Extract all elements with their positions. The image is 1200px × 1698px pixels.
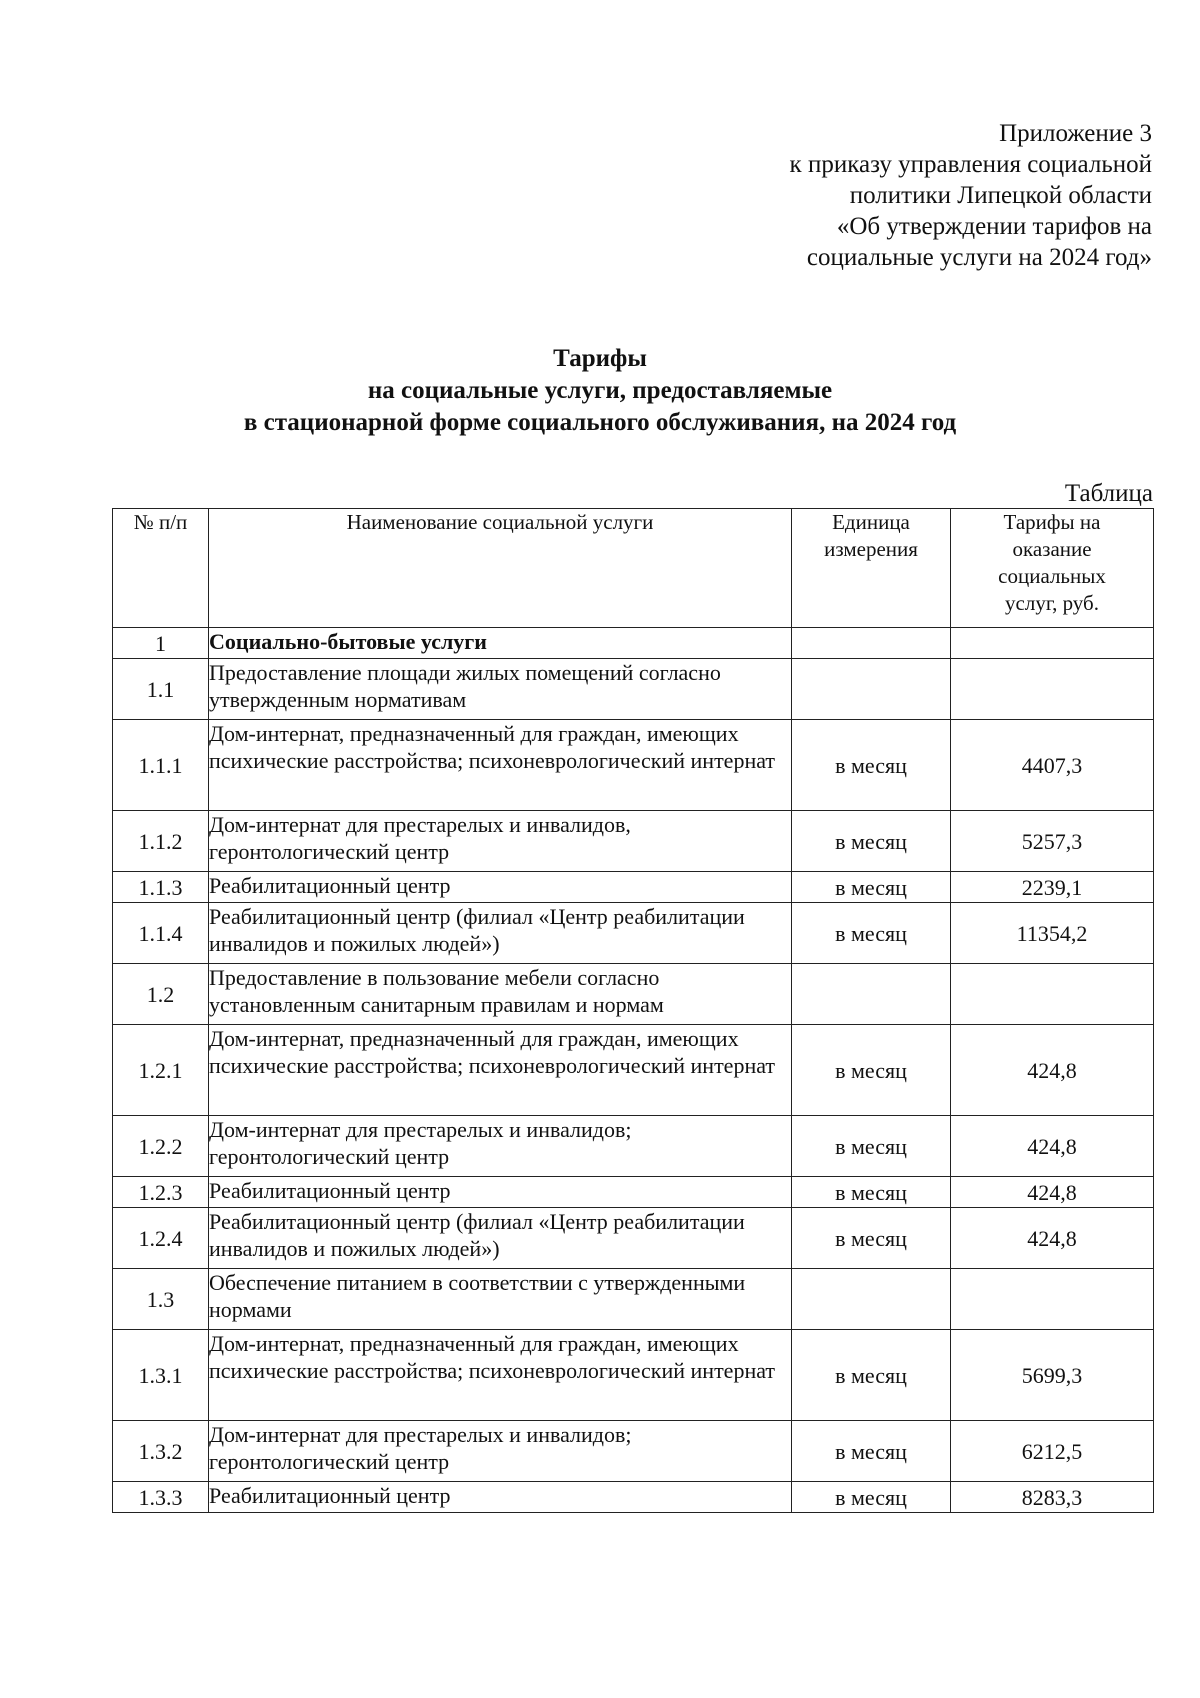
row-tariff: 4407,3 <box>951 720 1154 811</box>
table-row <box>113 1208 1154 1269</box>
row-tariff <box>951 964 1154 1025</box>
row-tariff: 424,8 <box>951 1116 1154 1177</box>
row-unit <box>792 1269 951 1330</box>
appendix-line: Приложение 3 <box>999 120 1152 147</box>
row-unit: в месяц <box>792 1116 951 1177</box>
tariffs-table <box>112 508 1154 1513</box>
appendix-line: «Об утверждении тарифов на <box>836 213 1152 240</box>
table-row <box>113 903 1154 964</box>
row-num: 1.2.2 <box>113 1116 209 1177</box>
row-num: 1.3.2 <box>113 1421 209 1482</box>
title-line: в стационарной форме социального обслуживания, на 2024 год <box>243 409 957 436</box>
row-name: Реабилитационный центр <box>209 1482 792 1513</box>
row-num: 1.2 <box>113 964 209 1025</box>
row-num: 1.1 <box>113 659 209 720</box>
document-title <box>0 343 1200 439</box>
table-row <box>113 628 1154 659</box>
table-row <box>113 1269 1154 1330</box>
row-tariff: 424,8 <box>951 1025 1154 1116</box>
row-num: 1.1.4 <box>113 903 209 964</box>
header-num: № п/п <box>113 509 209 628</box>
table-row <box>113 1482 1154 1513</box>
row-num: 1.1.3 <box>113 872 209 903</box>
row-tariff <box>951 1269 1154 1330</box>
row-unit: в месяц <box>792 872 951 903</box>
row-num: 1 <box>113 628 209 659</box>
row-num: 1.1.1 <box>113 720 209 811</box>
table-row <box>113 1421 1154 1482</box>
appendix-line: политики Липецкой области <box>849 182 1152 209</box>
table-row <box>113 1116 1154 1177</box>
row-tariff: 8283,3 <box>951 1482 1154 1513</box>
row-num: 1.2.3 <box>113 1177 209 1208</box>
row-name: Дом-интернат для престарелых и инвалидов; геронтологический центр <box>209 1116 792 1177</box>
table-row <box>113 1177 1154 1208</box>
row-name: Реабилитационный центр <box>209 1177 792 1208</box>
header-tariff: Тарифы на оказание социальных услуг, руб. <box>951 509 1154 628</box>
row-name: Дом-интернат для престарелых и инвалидов, геронтологический центр <box>209 811 792 872</box>
row-num: 1.3 <box>113 1269 209 1330</box>
row-name: Предоставление в пользование мебели согласно установленным санитарным правилам и нормам <box>209 964 792 1025</box>
row-num: 1.3.1 <box>113 1330 209 1421</box>
table-row <box>113 872 1154 903</box>
row-tariff <box>951 659 1154 720</box>
row-unit: в месяц <box>792 720 951 811</box>
header-name: Наименование социальной услуги <box>209 509 792 628</box>
table-caption: Таблица <box>1064 480 1153 507</box>
row-tariff: 2239,1 <box>951 872 1154 903</box>
row-name: Дом-интернат, предназначенный для граждан, имеющих психические расстройства; психоневрологический интернат <box>209 1025 792 1116</box>
table-row <box>113 811 1154 872</box>
row-unit: в месяц <box>792 1330 951 1421</box>
row-name: Предоставление площади жилых помещений согласно утвержденным нормативам <box>209 659 792 720</box>
row-name: Дом-интернат, предназначенный для граждан, имеющих психические расстройства; психоневрологический интернат <box>209 1330 792 1421</box>
row-name: Реабилитационный центр <box>209 872 792 903</box>
row-unit: в месяц <box>792 1025 951 1116</box>
row-name: Социально-бытовые услуги <box>209 628 792 659</box>
title-line: Тарифы <box>553 345 647 372</box>
row-num: 1.2.1 <box>113 1025 209 1116</box>
table-header-row <box>113 509 1154 628</box>
row-num: 1.2.4 <box>113 1208 209 1269</box>
row-tariff: 11354,2 <box>951 903 1154 964</box>
row-name: Дом-интернат, предназначенный для граждан, имеющих психические расстройства; психоневрологический интернат <box>209 720 792 811</box>
title-line: на социальные услуги, предоставляемые <box>367 377 833 404</box>
appendix-line: социальные услуги на 2024 год» <box>806 244 1152 271</box>
row-unit: в месяц <box>792 1482 951 1513</box>
row-tariff: 5699,3 <box>951 1330 1154 1421</box>
appendix-reference <box>790 118 1152 273</box>
row-num: 1.3.3 <box>113 1482 209 1513</box>
appendix-line: к приказу управления социальной <box>789 151 1152 178</box>
row-num: 1.1.2 <box>113 811 209 872</box>
table-row <box>113 964 1154 1025</box>
row-name: Обеспечение питанием в соответствии с утвержденными нормами <box>209 1269 792 1330</box>
table-row <box>113 1330 1154 1421</box>
row-unit <box>792 628 951 659</box>
table-row <box>113 659 1154 720</box>
row-unit: в месяц <box>792 1421 951 1482</box>
row-unit <box>792 964 951 1025</box>
header-unit: Единица измерения <box>792 509 951 628</box>
row-unit: в месяц <box>792 811 951 872</box>
row-tariff: 424,8 <box>951 1208 1154 1269</box>
row-unit: в месяц <box>792 1177 951 1208</box>
row-tariff: 6212,5 <box>951 1421 1154 1482</box>
row-unit: в месяц <box>792 1208 951 1269</box>
row-tariff <box>951 628 1154 659</box>
table-row <box>113 720 1154 811</box>
row-name: Реабилитационный центр (филиал «Центр реабилитации инвалидов и пожилых людей») <box>209 903 792 964</box>
row-name: Реабилитационный центр (филиал «Центр реабилитации инвалидов и пожилых людей») <box>209 1208 792 1269</box>
row-name: Дом-интернат для престарелых и инвалидов; геронтологический центр <box>209 1421 792 1482</box>
row-unit <box>792 659 951 720</box>
row-unit: в месяц <box>792 903 951 964</box>
row-tariff: 424,8 <box>951 1177 1154 1208</box>
table-row <box>113 1025 1154 1116</box>
row-tariff: 5257,3 <box>951 811 1154 872</box>
